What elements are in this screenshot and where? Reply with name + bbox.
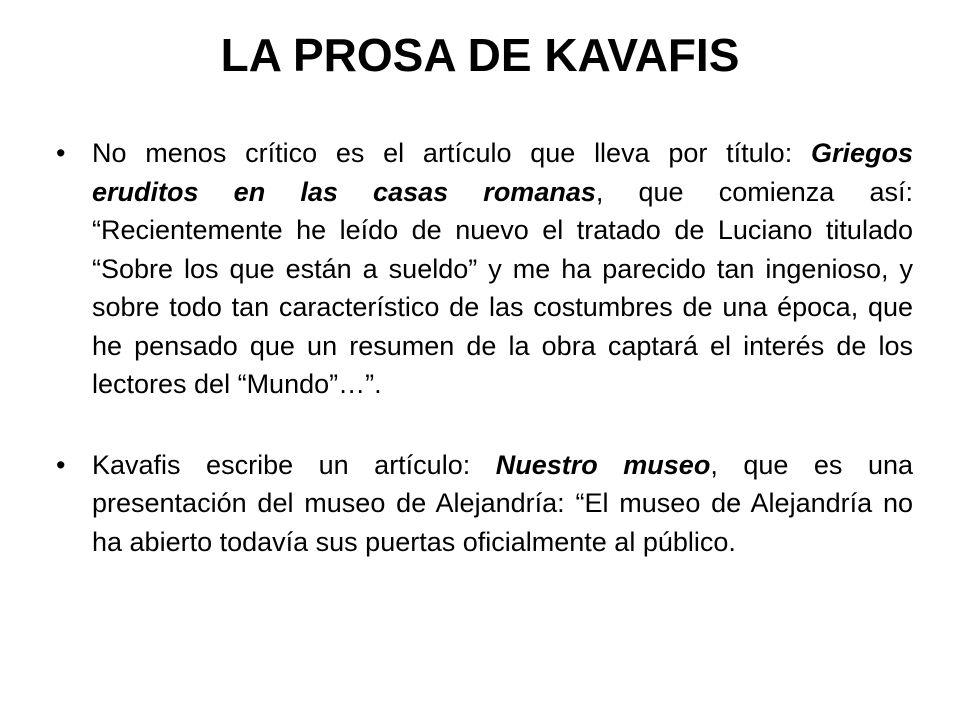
article-title-emphasis: Griegos eruditos en las casas romanas xyxy=(92,138,913,207)
bullet-text-part2: , que comienza así: “Recientemente he leído de nuevo el tratado de Luciano titulado “Sobre los que están a sueldo” y me ha parecido tan ingenioso, y sobre todo tan característico de las costumbres de una época, que he pensado que un resumen de la obra captará el interés de los lectores del “Mundo”…”. xyxy=(92,176,913,399)
bullet-text-part2: , que es una presentación del museo de Alejandría: “El museo de Alejandría no ha abierto todavía sus puertas oficialmente al público. xyxy=(92,449,913,557)
bullet-item-greek-scholars xyxy=(55,134,913,404)
bullet-icon: • xyxy=(56,138,66,168)
bullet-text-part1: Kavafis escribe un artículo: xyxy=(92,449,496,480)
bullet-list xyxy=(55,134,913,561)
article-title-emphasis: Nuestro museo xyxy=(495,449,711,480)
bullet-text-part1: No menos crítico es el artículo que lleva por título: xyxy=(92,138,811,168)
bullet-icon: • xyxy=(56,449,66,480)
bullet-item-our-museum xyxy=(55,446,913,562)
slide-title: LA PROSA DE KAVAFIS xyxy=(220,29,740,81)
